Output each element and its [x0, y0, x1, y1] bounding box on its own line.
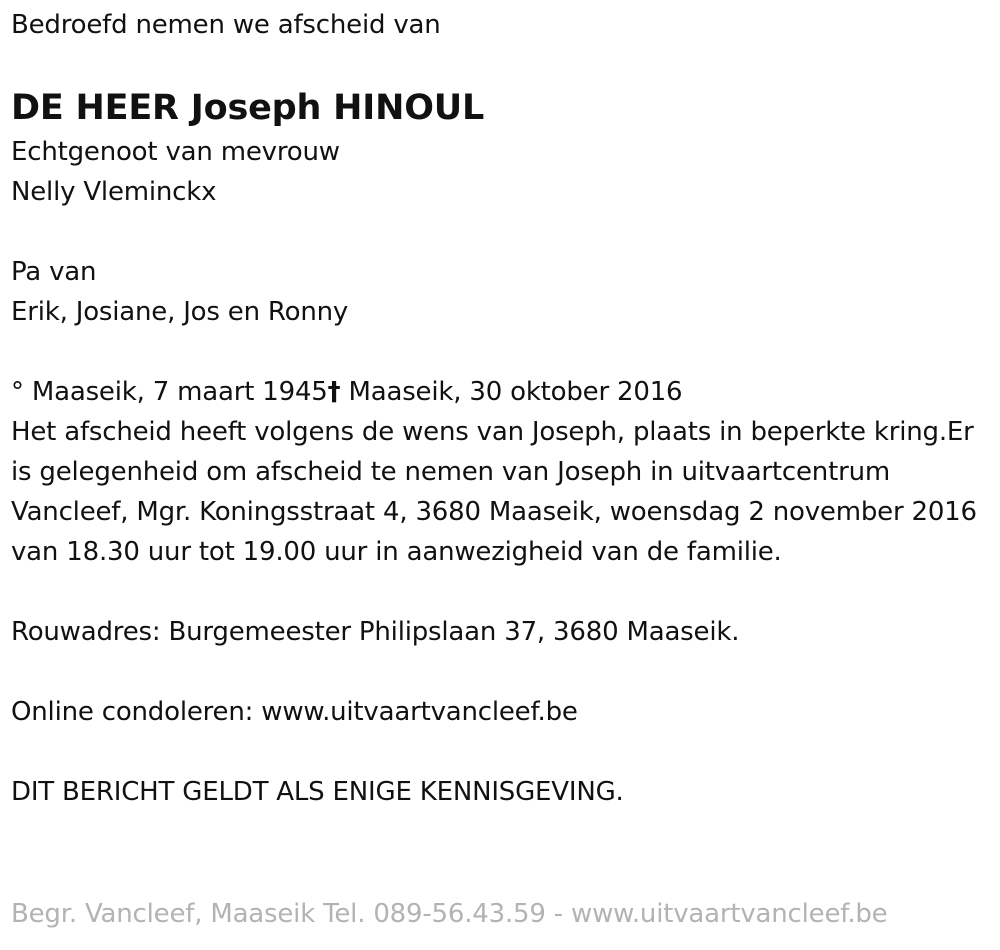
death-date: Maaseik, 30 oktober 2016 — [340, 377, 683, 407]
spacer — [11, 732, 991, 772]
children-label: Pa van — [11, 257, 97, 287]
spacer — [11, 652, 991, 692]
spacer — [11, 212, 991, 252]
children-names: Erik, Josiane, Jos en Ronny — [11, 297, 349, 327]
spacer — [11, 332, 991, 372]
farewell-paragraph: Het afscheid heeft volgens de wens van Joseph, plaats in beperkte kring.Er is gelegenheid om afscheid te nemen van Joseph in uitvaartcentrum Vancleef, Mgr. Koningsstraat 4, 3680 Maaseik, woensdag 2 november 2016 van 18.30 uur tot 19.00 uur in aanwezigheid van de familie. — [11, 417, 977, 567]
cross-icon: † — [327, 377, 341, 407]
deceased-name: DE HEER Joseph HINOUL — [11, 88, 485, 128]
mourning-address: Rouwadres: Burgemeester Philipslaan 37, 3680 Maaseik. — [11, 617, 740, 647]
online-condolence: Online condoleren: www.uitvaartvancleef.be — [11, 697, 578, 727]
spacer — [11, 45, 991, 85]
spacer — [11, 572, 991, 612]
life-dates — [11, 372, 991, 412]
spouse-label: Echtgenoot van mevrouw — [11, 137, 340, 167]
funeral-home-footer: Begr. Vancleef, Maaseik Tel. 089-56.43.59 - www.uitvaartvancleef.be — [11, 899, 888, 929]
birth-date: ° Maaseik, 7 maart 1945 — [11, 377, 328, 407]
spouse-name: Nelly Vleminckx — [11, 177, 217, 207]
death-notice — [11, 5, 991, 812]
intro-text: Bedroefd nemen we afscheid van — [11, 10, 441, 40]
notice-statement: DIT BERICHT GELDT ALS ENIGE KENNISGEVING. — [11, 777, 624, 807]
